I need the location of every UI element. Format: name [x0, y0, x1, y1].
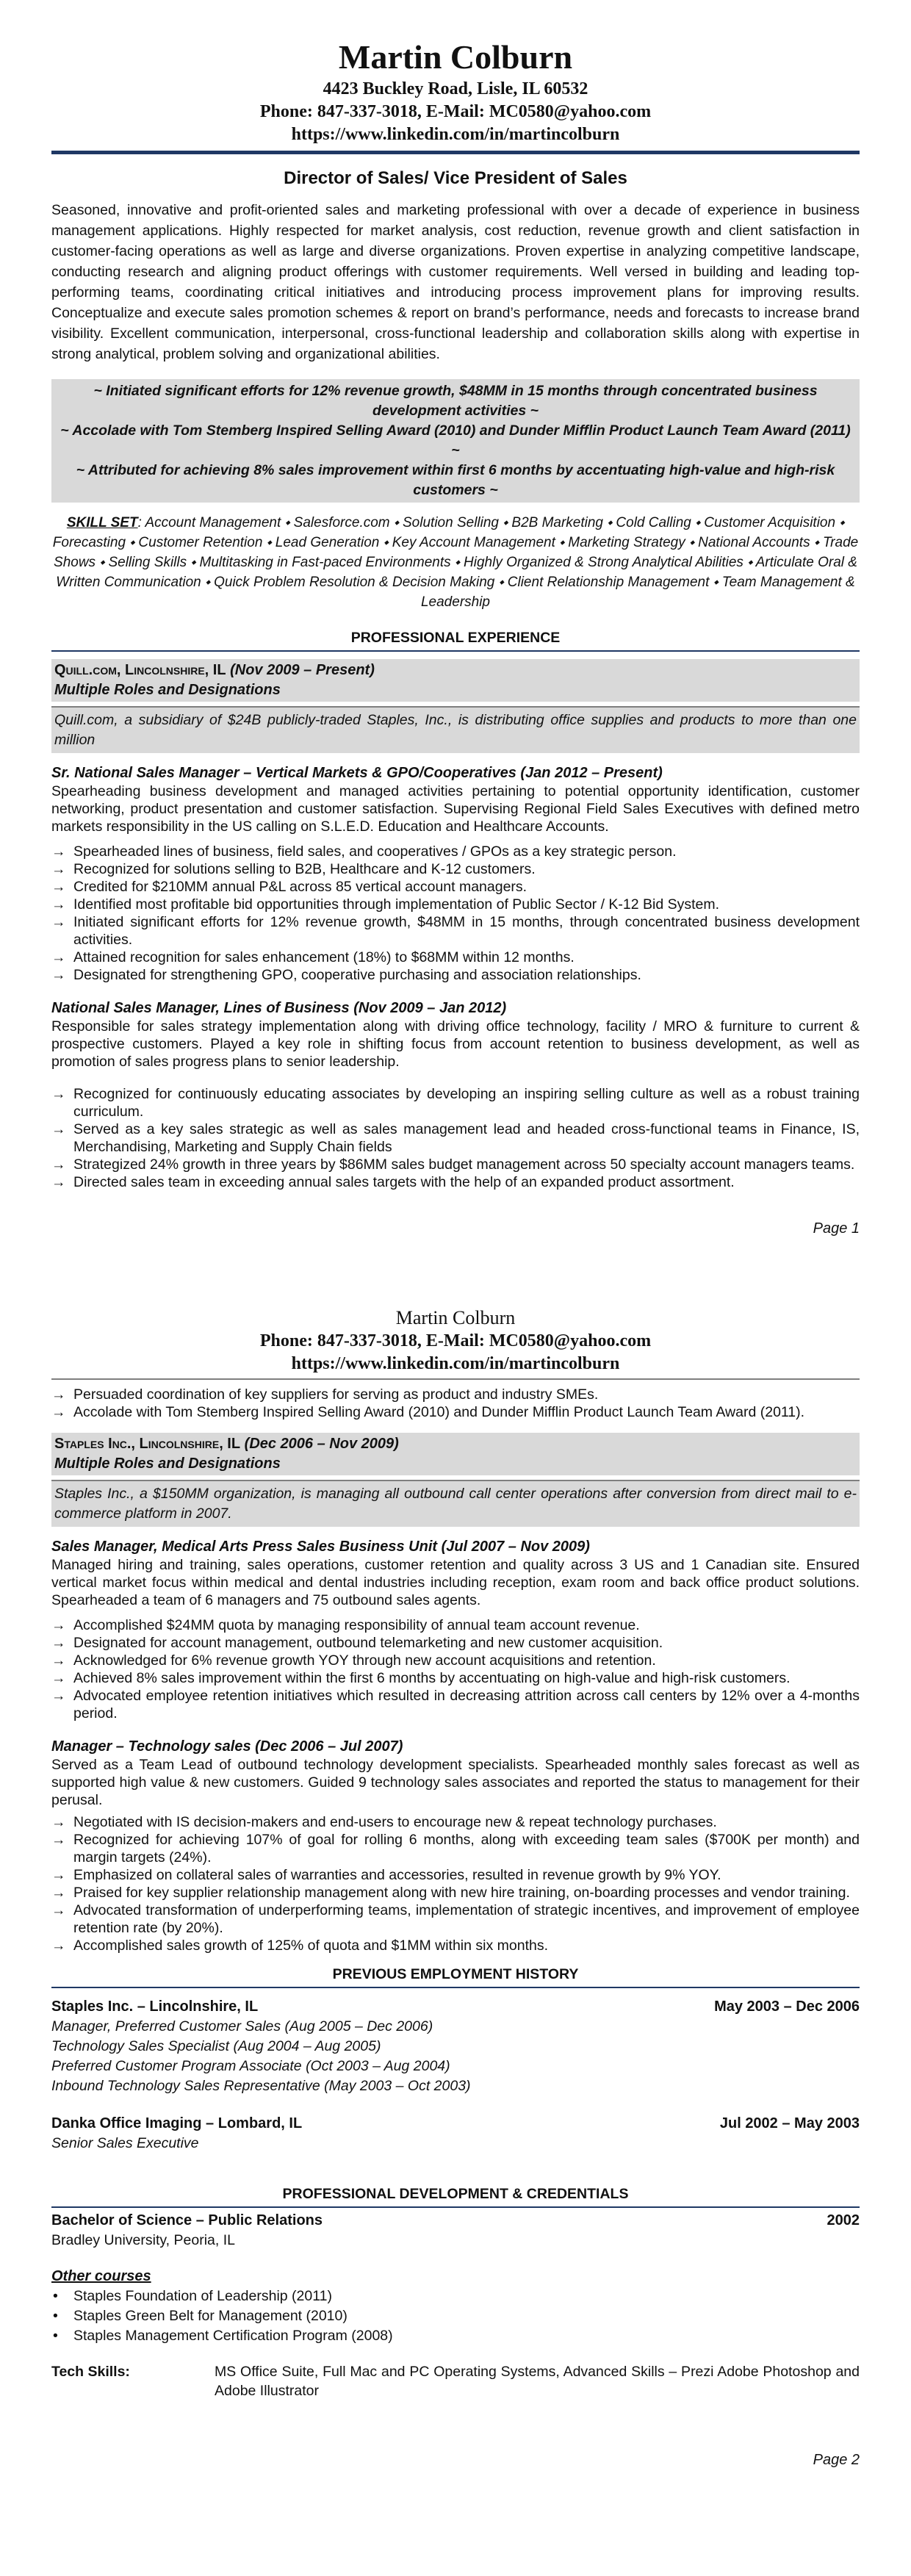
list-item: → Credited for $210MM annual P&L across 85 vertical account managers.: [51, 878, 860, 896]
company-header-staples: [51, 1433, 860, 1475]
achievement-list: [51, 1813, 860, 1954]
list-item: → Achieved 8% sales improvement within the first 6 months by accentuating on high-value and high-risk customers.: [51, 1669, 860, 1687]
tech-skills-row: [51, 2362, 860, 2400]
list-item: → Spearheaded lines of business, field sales, and cooperatives / GPOs as a key strategic person.: [51, 843, 860, 860]
skill-set: [51, 513, 860, 612]
list-item: → Acknowledged for 6% revenue growth YOY through new account acquisitions and retention.: [51, 1652, 860, 1669]
target-title: Director of Sales/ Vice President of Sales: [284, 168, 627, 188]
section-heading-previous-employment: PREVIOUS EMPLOYMENT HISTORY: [332, 1966, 579, 1982]
list-item: • Staples Management Certification Program (2008): [51, 2326, 860, 2346]
history-company-row: [51, 1997, 860, 2017]
summary-paragraph: Seasoned, innovative and profit-oriented sales and marketing professional with over a decade of experience in business management applications. Highly respected for market analysis, cost reduction, revenue growth and client satisfaction in customer-facing operations as well as large and diverse organizations. Proven expertise in analyzing competitive landscape, conducting research and aligning product offerings with customer requirements. Well versed in building and leading top-performing teams, coordinating critical initiatives and introducing process improvement plans for improving results. Conceptualize and execute sales promotion schemes & report on brand’s performance, needs and forecasts to increase brand visibility. Excellent communication, interpersonal, cross-functional leadership and collaboration skills along with expertise in strong analytical, problem solving and organizational abilities.: [51, 202, 860, 362]
linkedin-link[interactable]: https://www.linkedin.com/in/martincolburn: [291, 1354, 620, 1373]
list-item: → Advocated employee retention initiatives which resulted in decreasing attrition across call centers by 12% over a 4-months period.: [51, 1687, 860, 1722]
highlight-item: ~ Initiated significant efforts for 12% revenue growth, $48MM in 15 months through concentrated business development activities ~: [93, 383, 818, 419]
section-divider: [51, 1987, 860, 1988]
company-dates: (Dec 2006 – Nov 2009): [244, 1436, 399, 1452]
history-company: Staples Inc. – Lincolnshire, IL: [51, 1998, 259, 2015]
company-header-quill: [51, 659, 860, 702]
section-heading-credentials: PROFESSIONAL DEVELOPMENT & CREDENTIALS: [282, 2186, 629, 2202]
role-description: Spearheading business development and managed activities pertaining to potential opportunity identification, customer networking, product presentation and customer satisfaction. Supervising Regional Field Sales Executives with defined metro markets responsibility in the US calling on S.L.E.D. Education and Healthcare Accounts.: [51, 783, 860, 835]
list-item: → Accomplished sales growth of 125% of quota and $1MM within six months.: [51, 1937, 860, 1954]
resume-page-2: [51, 1306, 860, 2469]
list-item: → Directed sales team in exceeding annual sales targets with the help of an expanded product assortment.: [51, 1173, 860, 1191]
list-item: → Advocated transformation of underperforming teams, implementation of strategic incentives, and improvement of employee retention rate (by 20%).: [51, 1902, 860, 1937]
list-item: → Designated for account management, outbound telemarketing and new customer acquisition.: [51, 1634, 860, 1652]
page-number: Page 1: [813, 1220, 860, 1237]
highlights-box: [51, 379, 860, 503]
achievement-list: [51, 1386, 860, 1421]
company-description: Quill.com, a subsidiary of $24B publicly-traded Staples, Inc., is distributing office supplies and products to more than one million: [51, 706, 860, 753]
list-item: → Initiated significant efforts for 12% revenue growth, $48MM in 15 months, through concentrated business development activities.: [51, 913, 860, 949]
list-item: → Attained recognition for sales enhancement (18%) to $68MM within 12 months.: [51, 949, 860, 966]
list-item: • Staples Foundation of Leadership (2011): [51, 2287, 860, 2306]
role-title: Manager – Technology sales (Dec 2006 – Jul 2007): [51, 1738, 403, 1755]
role-title: National Sales Manager, Lines of Business (Nov 2009 – Jan 2012): [51, 1000, 507, 1016]
achievement-list: [51, 1616, 860, 1722]
list-item: → Strategized 24% growth in three years by $86MM sales budget management across 50 specialty account managers teams.: [51, 1156, 860, 1173]
school: Bradley University, Peoria, IL: [51, 2232, 235, 2248]
list-item: → Identified most profitable bid opportunities through implementation of Public Sector / K-12 Bid System.: [51, 896, 860, 913]
education-row: [51, 2211, 860, 2231]
skill-set-list: : Account Management ⬩ Salesforce.com ⬩ Solution Selling ⬩ B2B Marketing ⬩ Cold Calling ⬩ Customer Acquisition ⬩ Forecasting ⬩ Customer Retention ⬩ Lead Generation ⬩ Key Account Management ⬩ Marketing Strategy ⬩ National Accounts ⬩ Trade Shows ⬩ Selling Skills ⬩ Multitasking in Fast-paced Environments ⬩ Highly Organized & Strong Analytical Abilities ⬩ Articulate Oral & Written Communication ⬩ Quick Problem Resolution & Decision Making ⬩ Client Relationship Management ⬩ Team Management & Leadership: [52, 515, 859, 610]
header-divider: [51, 151, 860, 154]
role-description: Managed hiring and training, sales operations, customer retention and quality across 3 US and 1 Canadian site. Ensured vertical market focus within medical and dental industries including reception, exam room and back office product solutions. Spearheaded a team of 6 managers and 75 outbound sales agents.: [51, 1557, 860, 1608]
degree: Bachelor of Science – Public Relations: [51, 2212, 323, 2228]
history-company-row: [51, 2114, 860, 2134]
address: 4423 Buckley Road, Lisle, IL 60532: [323, 79, 588, 98]
list-item: → Served as a key sales strategic as well as sales management lead and headed cross-functional teams in Finance, IS, Merchandising, Marketing and Supply Chain fields: [51, 1120, 860, 1156]
section-heading-experience: PROFESSIONAL EXPERIENCE: [350, 630, 561, 646]
history-role: Senior Sales Executive: [51, 2135, 199, 2151]
company-dates: (Nov 2009 – Present): [230, 662, 375, 678]
company-name: Quill.com, Lincolnshire, IL: [54, 662, 226, 678]
skill-set-label: SKILL SET: [66, 515, 138, 530]
phone-email: Phone: 847-337-3018, E-Mail: MC0580@yahoo.com: [259, 1331, 652, 1350]
history-role: Preferred Customer Program Associate (Oct 2003 – Aug 2004): [51, 2058, 450, 2074]
page-number: Page 2: [813, 2452, 860, 2468]
section-divider: [51, 2206, 860, 2208]
resume-page-1: [51, 37, 860, 1237]
highlight-item: ~ Attributed for achieving 8% sales improvement within first 6 months by accentuating high-value and high-risk customers ~: [76, 462, 835, 498]
list-item: → Accomplished $24MM quota by managing responsibility of annual team account revenue.: [51, 1616, 860, 1634]
company-line: [54, 1434, 857, 1454]
candidate-name: Martin Colburn: [395, 1307, 516, 1328]
history-role: Inbound Technology Sales Representative (May 2003 – Oct 2003): [51, 2078, 471, 2094]
role-description: Served as a Team Lead of outbound technology development specialists. Spearheaded monthly sales forecast as well as supported high value & new customers. Guided 9 technology sales associates and reported the status to management for their perusal.: [51, 1757, 860, 1808]
history-role: Manager, Preferred Customer Sales (Aug 2005 – Dec 2006): [51, 2018, 433, 2034]
list-item: → Emphasized on collateral sales of warranties and accessories, resulted in revenue growth by 9% YOY.: [51, 1866, 860, 1884]
list-item: → Recognized for achieving 107% of goal for rolling 6 months, along with exceeding team sales ($700K per month) and margin targets (24%).: [51, 1831, 860, 1866]
company-line: [54, 661, 857, 680]
role-description: Responsible for sales strategy implementation along with driving office technology, facility / MRO & furniture to current & prospective customers. Played a key role in shifting focus from account retention to business development, as well as promotion of sales progress plans to senior leadership.: [51, 1018, 860, 1070]
role-title: Sr. National Sales Manager – Vertical Markets & GPO/Cooperatives (Jan 2012 – Present): [51, 765, 663, 781]
list-item: → Negotiated with IS decision-makers and end-users to encourage new & repeat technology purchases.: [51, 1813, 860, 1831]
list-item: • Staples Green Belt for Management (2010): [51, 2306, 860, 2326]
header-divider: [51, 1378, 860, 1380]
role-title: Sales Manager, Medical Arts Press Sales Business Unit (Jul 2007 – Nov 2009): [51, 1539, 590, 1555]
list-item: → Recognized for continuously educating associates by developing an inspiring selling culture as well as a robust training curriculum.: [51, 1085, 860, 1120]
list-item: → Designated for strengthening GPO, cooperative purchasing and association relationships.: [51, 966, 860, 984]
courses-list: [51, 2287, 860, 2346]
history-role: Technology Sales Specialist (Aug 2004 – Aug 2005): [51, 2038, 381, 2054]
linkedin-link[interactable]: https://www.linkedin.com/in/martincolburn: [291, 125, 620, 144]
history-company: Danka Office Imaging – Lombard, IL: [51, 2115, 303, 2131]
list-item: → Recognized for solutions selling to B2B, Healthcare and K-12 customers.: [51, 860, 860, 878]
degree-year: 2002: [827, 2212, 860, 2228]
company-roles: Multiple Roles and Designations: [54, 682, 281, 698]
list-item: → Accolade with Tom Stemberg Inspired Selling Award (2010) and Dunder Mifflin Product Launch Team Award (2011).: [51, 1403, 860, 1421]
list-item: → Persuaded coordination of key suppliers for serving as product and industry SMEs.: [51, 1386, 860, 1403]
section-divider: [51, 650, 860, 652]
achievement-list: [51, 1085, 860, 1191]
company-description: Staples Inc., a $150MM organization, is managing all outbound call center operations after conversion from direct mail to e-commerce platform in 2007.: [51, 1480, 860, 1527]
list-item: → Praised for key supplier relationship management along with new hire training, on-boarding processes and vendor training.: [51, 1884, 860, 1902]
history-dates: May 2003 – Dec 2006: [714, 1998, 860, 2015]
candidate-name: Martin Colburn: [338, 38, 573, 76]
history-dates: Jul 2002 – May 2003: [719, 2115, 860, 2131]
company-roles: Multiple Roles and Designations: [54, 1456, 281, 1472]
achievement-list: [51, 843, 860, 984]
tech-skills-value: MS Office Suite, Full Mac and PC Operating Systems, Advanced Skills – Prezi Adobe Photoshop and Adobe Illustrator: [215, 2364, 860, 2399]
company-name: Staples Inc., Lincolnshire, IL: [54, 1436, 241, 1452]
other-courses-heading: Other courses: [51, 2268, 151, 2284]
tech-skills-label: Tech Skills:: [51, 2364, 130, 2380]
phone-email: Phone: 847-337-3018, E-Mail: MC0580@yahoo.com: [259, 102, 652, 121]
highlight-item: ~ Accolade with Tom Stemberg Inspired Selling Award (2010) and Dunder Mifflin Product Launch Team Award (2011) ~: [60, 422, 851, 458]
